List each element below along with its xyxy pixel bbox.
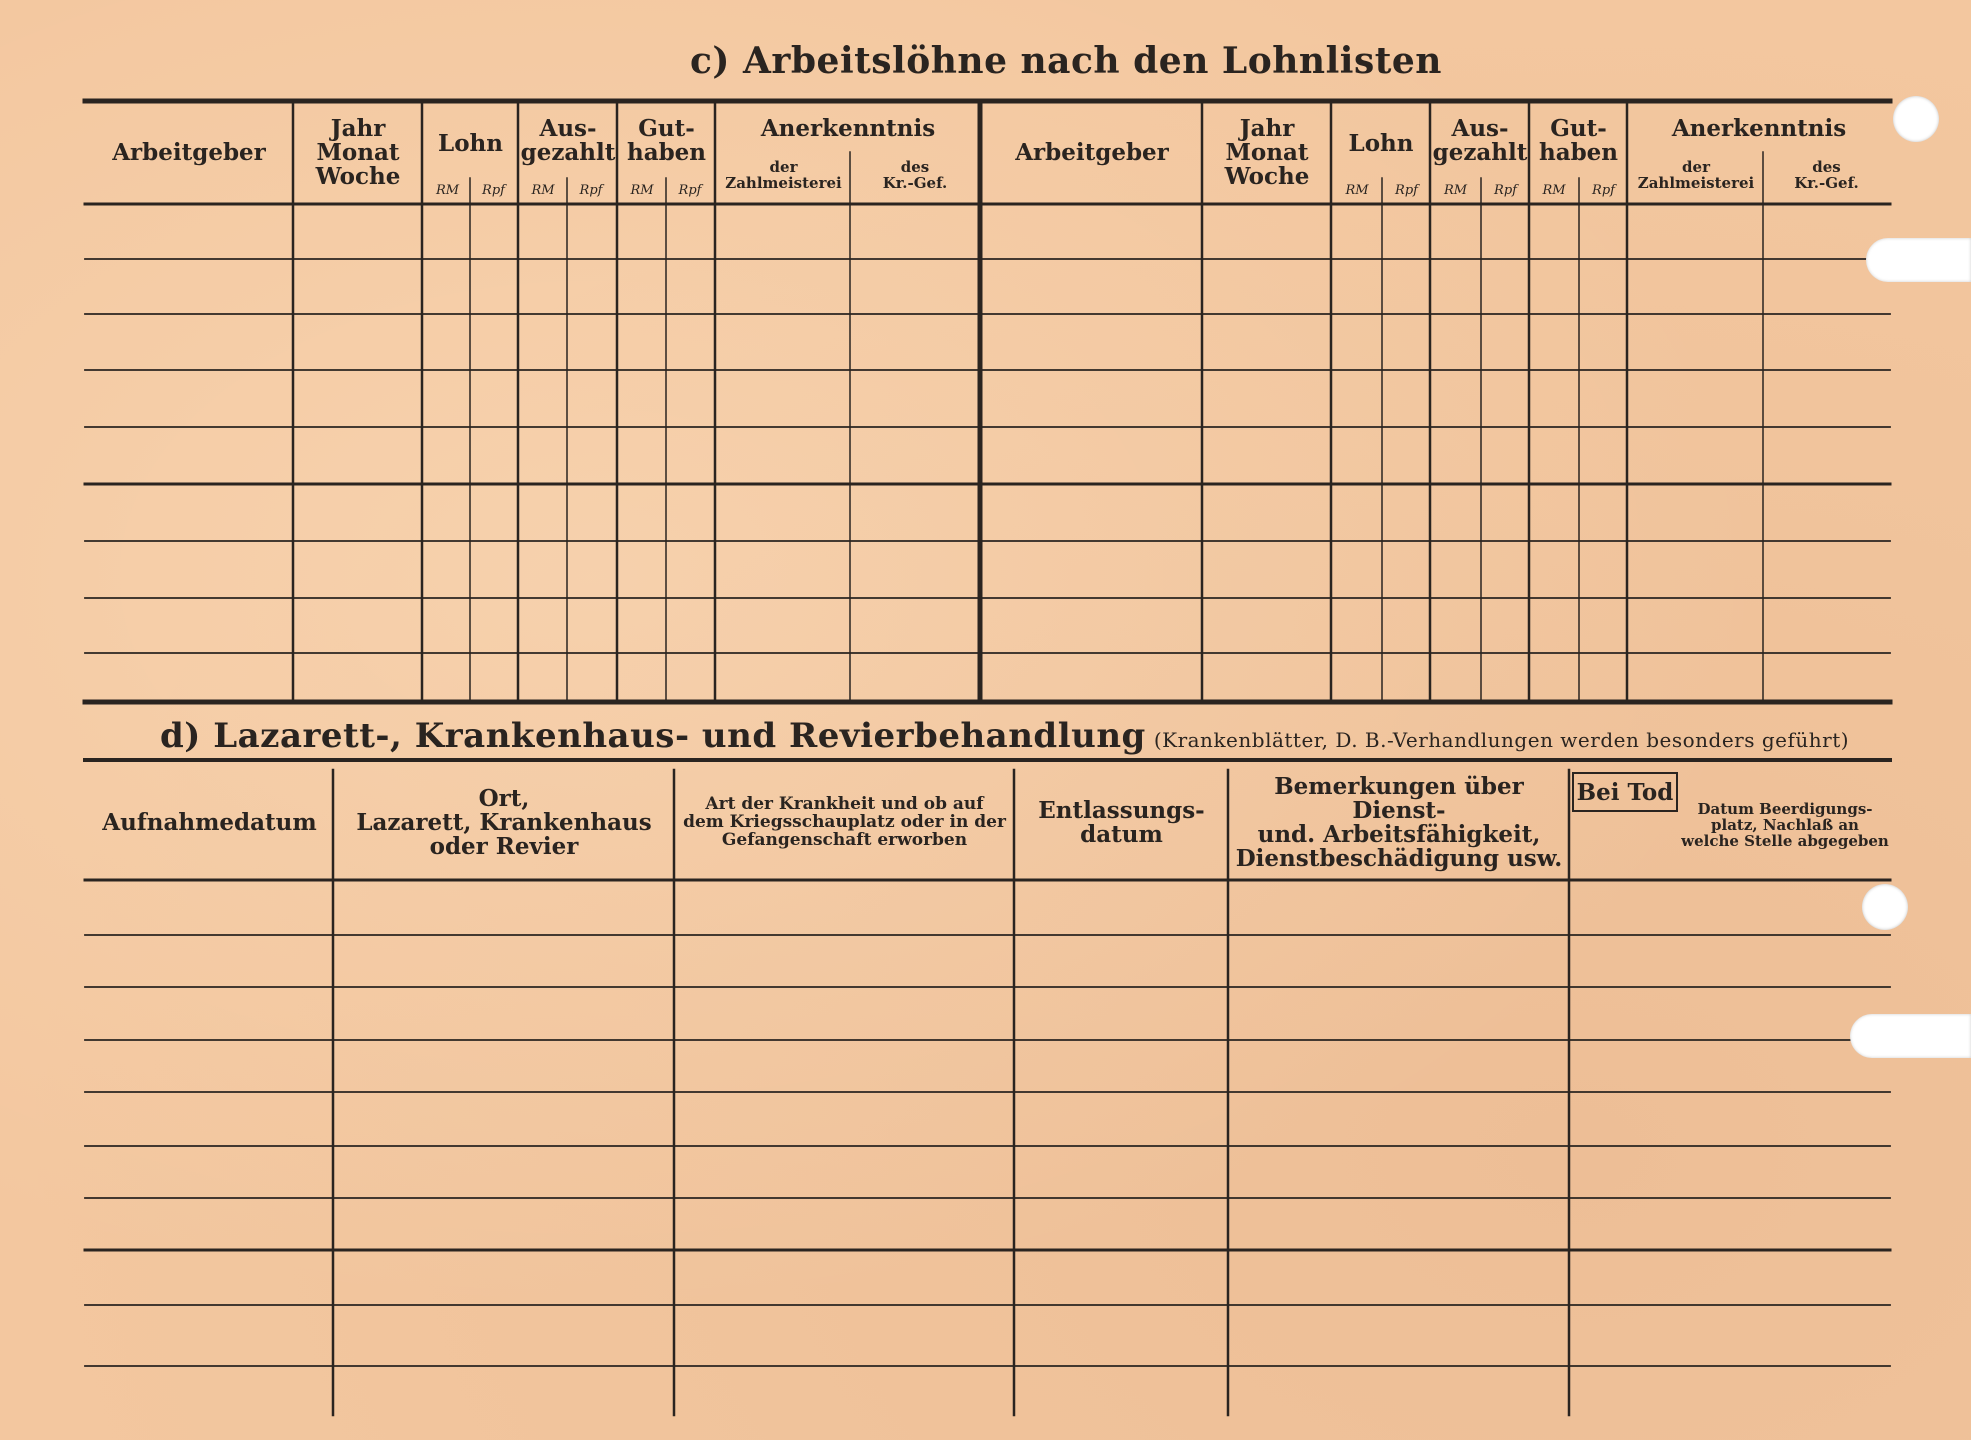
- c-header-anerkenntnis-right: [1630, 108, 1888, 150]
- label-woche: Woche: [1224, 163, 1310, 191]
- label-lohn: Lohn: [438, 129, 503, 157]
- d-row-lines: [85, 935, 1890, 1366]
- d-header-aufnahmedatum: [88, 770, 331, 876]
- label-krgef: Kr.-Gef.: [882, 174, 948, 192]
- label-bem-2: und. Arbeitsfähigkeit,: [1257, 821, 1541, 848]
- label-entlassungs: Entlassungs-: [1038, 796, 1205, 824]
- c-subheader-gut-rm-right: RM: [1542, 183, 1566, 199]
- label-lazarett: Lazarett, Krankenhaus: [356, 808, 652, 836]
- c-subheader-aus-rm-left: RM: [531, 183, 555, 199]
- label-des: des: [900, 158, 930, 177]
- section-d-title-text: d) Lazarett-, Krankenhaus- und Revierbehandlung: [160, 716, 1146, 756]
- d-header-bemerkungen: [1231, 770, 1567, 876]
- label-arbeitgeber: Arbeitgeber: [112, 138, 266, 166]
- c-header-arbeitgeber-left: [88, 104, 290, 202]
- section-d-title: [160, 716, 1849, 756]
- c-header-anerkenntnis-left: [718, 108, 978, 150]
- label-datum: datum: [1080, 821, 1163, 848]
- label-des: des: [1812, 158, 1841, 177]
- label-aufnahmedatum: Aufnahmedatum: [102, 808, 317, 836]
- label-bem-1: Bemerkungen über Dienst-: [1274, 772, 1524, 824]
- c-subheader-gut-rpf-right: Rpf: [1592, 183, 1615, 199]
- c-header-ausgezahlt-right: [1432, 104, 1528, 178]
- c-header-jahr-left: [296, 104, 420, 202]
- c-header-zahlmeisterei-right: [1630, 152, 1762, 200]
- c-header-ausgezahlt-left: [520, 104, 616, 178]
- d-header-art: [677, 770, 1012, 876]
- label-art-1: Art der Krankheit und ob auf: [705, 794, 984, 815]
- c-subheader-aus-rm-right: RM: [1443, 183, 1468, 199]
- label-datum-1: Datum Beerdigungs-: [1697, 800, 1873, 819]
- label-gut: Gut-: [638, 114, 695, 142]
- label-bem-3: Dienstbeschädigung usw.: [1235, 845, 1563, 873]
- label-jahr: Jahr: [330, 114, 386, 142]
- c-subheader-lohn-rpf-left: Rpf: [482, 183, 505, 199]
- label-woche: Woche: [315, 163, 401, 191]
- label-arbeitgeber: Arbeitgeber: [1015, 138, 1169, 166]
- label-aus: Aus-: [539, 114, 597, 142]
- c-subheader-lohn-rpf-right: Rpf: [1395, 183, 1418, 199]
- c-subheader-lohn-rm-left: RM: [435, 183, 460, 199]
- section-c-title: c) Arbeitslöhne nach den Lohnlisten: [690, 40, 1442, 82]
- d-header-entlassung: [1017, 770, 1226, 876]
- torn-hole: [1866, 238, 1971, 282]
- d-header-datum-beerdigung: [1680, 778, 1890, 874]
- punch-hole: [1862, 884, 1908, 930]
- label-gezahlt: gezahlt: [1432, 139, 1528, 166]
- label-anerkenntnis: Anerkenntnis: [1671, 114, 1847, 142]
- c-header-guthaben-left: [619, 104, 714, 178]
- label-bei-tod: Bei Tod: [1576, 778, 1674, 806]
- label-zahlmeisterei: Zahlmeisterei: [1637, 174, 1755, 192]
- label-zahlmeisterei: Zahlmeisterei: [725, 174, 842, 192]
- c-subheader-gut-rpf-left: Rpf: [678, 183, 702, 199]
- d-header-ort: [336, 770, 672, 876]
- c-subheader-lohn-rm-right: RM: [1345, 183, 1369, 199]
- c-subheader-aus-rpf-right: Rpf: [1494, 183, 1517, 199]
- label-aus: Aus-: [1451, 114, 1509, 142]
- label-haben: haben: [626, 139, 707, 166]
- label-art-2: dem Kriegsschauplatz oder in der: [683, 812, 1006, 833]
- c-header-lohn-left: [425, 112, 516, 176]
- c-header-jahr-right: [1205, 104, 1329, 202]
- label-gut: Gut-: [1550, 114, 1607, 142]
- label-art-3: Gefangenschaft erworben: [721, 829, 968, 850]
- label-monat: Monat: [1225, 138, 1309, 166]
- c-header-zahlmeisterei-left: [718, 152, 849, 200]
- c-header-krgef-right: [1765, 152, 1888, 200]
- punch-hole: [1893, 96, 1939, 142]
- label-lohn: Lohn: [1348, 129, 1414, 157]
- c-header-krgef-left: [852, 152, 978, 200]
- c-subheader-gut-rm-left: RM: [630, 183, 654, 199]
- bei-tod-box: [1572, 772, 1678, 812]
- c-row-lines: [85, 259, 1890, 653]
- section-d-note: (Krankenblätter, D. B.-Verhandlungen werden besonders geführt): [1153, 728, 1850, 752]
- label-der: der: [1682, 158, 1710, 177]
- label-anerkenntnis: Anerkenntnis: [760, 114, 936, 142]
- label-krgef: Kr.-Gef.: [1794, 174, 1859, 192]
- c-header-guthaben-right: [1531, 104, 1626, 178]
- label-der: der: [769, 158, 798, 177]
- torn-hole: [1850, 1014, 1971, 1058]
- label-datum-2: platz, Nachlaß an: [1711, 816, 1859, 835]
- c-header-lohn-right: [1334, 112, 1428, 176]
- label-revier: oder Revier: [429, 833, 579, 861]
- label-gezahlt: gezahlt: [520, 139, 616, 166]
- label-ort: Ort,: [478, 784, 530, 812]
- label-haben: haben: [1538, 139, 1619, 166]
- c-header-arbeitgeber-right: [984, 104, 1200, 202]
- label-jahr: Jahr: [1239, 114, 1295, 142]
- label-datum-3: welche Stelle abgegeben: [1681, 831, 1889, 850]
- c-subheader-aus-rpf-left: Rpf: [579, 183, 603, 199]
- label-monat: Monat: [316, 138, 400, 166]
